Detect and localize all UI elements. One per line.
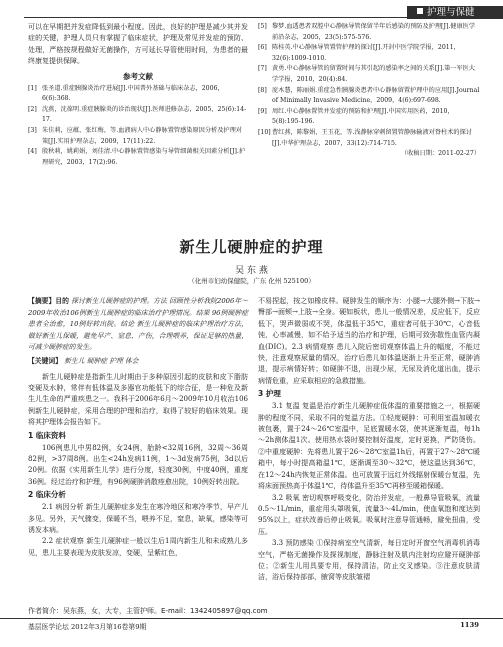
reference-item [258,64,480,85]
reference-number: [3] [28,127,37,134]
keywords-label: 【关键词】 [28,356,62,365]
reference-text: 朱佳莉，应蕴，张红梅，等.血液病人中心静脉置管感染原因分析及护理对策[J].实用护理杂志，2009，17(11):22. [42,127,242,145]
section-tag-label: 护理与保健 [427,7,475,18]
reference-item [258,128,480,149]
top-right-column [258,22,480,159]
reference-item [258,43,480,64]
reference-item [258,86,480,107]
top-left-column [28,22,248,168]
reference-text: 周红.中心静脉置管并发症的预防和护理[J].中国实用医药，2010，5(8):195-196. [272,107,454,126]
author-email: 作者简介：吴东燕，女，大专，主管护师。E-mail：1342405897@qq.com [28,607,268,615]
reference-number: [6] [258,44,267,52]
reference-number: [4] [28,148,37,156]
section-3-heading: 3 护理 [258,389,281,399]
section-1-text: 106例患儿中男82例，女24例，胎龄<32周16例，32周～36周82例，>37周8例。出生<24h发病11例，1～3d发病75例，3d以后20例。依据《实用新生儿学》进行分度，轻度30例，中度40例，重度36例。经过治疗和护理，有96例硬肿消散痊愈出院，10例好转出院。 [28,443,248,486]
bottom-left-column [28,296,248,559]
reference-text: 庞木慧，陈丽娟.重症急性胰腺炎患者中心静脉留置护理中的应用[J].Journal of Minimally Invasive Medicine，2009，4(6):697-698. [272,86,480,105]
reference-text: 沈燕，沈葆明.重症胰腺炎的诊治现状[J].医师进修杂志，2005，25(6):14-17. [42,105,247,124]
section-2-2-text: 2.2 症状观察 新生儿硬肿症一般以生后1周内新生儿和未成熟儿多见，患儿主要表现为皮肤发凉，变硬，呈紫红色， [28,537,248,557]
section-3-1-text: 3.1 复温 复温是治疗新生儿硬肿症低体温的重要措施之一，根据硬肿的程度不同，采取不同的复温方法。①轻度硬肿：可利用室温加暖衣被包裹，置于24～26℃室温中，足底置暖水袋，使其逐渐复温，每1h～2h测体温1次。使用热水袋时要控制好温度，定时更换，严防烫伤。②中重度硬肿：先将患儿置于26～28℃室温1h后，再置于27～28℃暖箱中，每小时提高箱温1℃，逐渐调至30～32℃，使这温达到36℃，在12～24h内恢复正常体温。也可放置于远红外线辐射保暖台复温，先将床面预热高于体温1℃，待体温升至35℃再移至暖箱保暖。 [258,402,480,491]
section-2-heading: 2 临床分析 [28,490,66,500]
reference-text: 黄勇.中心静脉导管的留置时间与其引起的感染率之间的关系[J].第一军医大学学报，2010，20(4):84. [272,65,476,83]
reference-text: 殷秋莉，姚莉娟，刘佳清.中心静脉置管感染与导管细菌相关因素分析[J].护理研究，2003，17(2):96. [42,148,246,166]
reference-number: [9] [258,107,267,115]
running-header [0,6,503,19]
abstract-text: 探讨新生儿硬肿症的护理。方法 回顾性分析我院2006年～2009年收治106例新生儿硬肿症的临床治疗护理情况。结果 96例硬肿症患者全治愈，10例好转出院。结论 新生儿硬肿症的临床护理治疗方法，做好新生儿保暖，避免早产、窒息、产伤，合理喂养，保证足够的热量，可减少硬肿症的发生。 [28,297,248,352]
reference-item [28,126,248,147]
page-number: 1139 [460,621,479,629]
reference-text: 张圣道.重症胰腺炎治疗进展[J].中国普外基础与临床杂志，2006，6(6):368. [42,84,224,103]
square-icon [417,8,423,14]
section-1-heading: 1 临床资料 [28,430,66,440]
references-list-left [28,84,248,169]
section-3-3-text: 3.3 预防感染 ①保持病室空气清新，每日定时开窗空气消毒机消毒空气，严格无菌操作及探视制度，静脉注射及肌内注射均应避开硬肿部位；②新生儿用具要专用，保持清洁，防止交叉感染。③注意皮肤清洁，浴后保持部部，腋窝等皮肤皱褶 [258,539,480,582]
journal-citation: 基层医学论坛 2012年3月第16卷第9期 [28,623,147,631]
reference-item [258,22,480,43]
keywords [28,356,248,368]
reference-item [28,84,248,105]
reference-number: [5] [258,23,267,30]
article-author: 吴 东 燕 [235,266,268,276]
reference-item [28,105,248,126]
reference-number: [10] [258,128,271,136]
received-date: （收稿日期：2011-02-27） [401,150,480,158]
references-heading: 参考文献 [123,71,153,81]
prev-article-text: 可以在早期把并发症降低到最小程度。因此，良好的护理是减少其并发症的关键，护理人员只有掌握了临床症状，护理及常见并发症的预防、处理，严格按规程做好无菌操作，方可延长导管使用时间，为患者的最终康复提供保障。 [28,23,248,66]
section-tag [407,6,503,19]
section-3-2-text: 3.2 吸氧 密切观察呼吸变化，防治并发症，一般鼻导管吸氧，流量0.5～1L/min，重症用头罩吸氧，流量3～4L/min，使血氧饱和度达到95%以上，症状改善后停止吸氧。吸氧时注意导管通畅，避免扭曲，受压。 [258,493,480,536]
reference-text: 黎梦.血透患者双腔中心静脉导管保留半年后感染的预防及护理[J].健康医学前沿杂志，2005，23(5):575-576. [272,23,476,41]
reference-item [258,107,480,128]
reference-item [28,147,248,168]
reference-number: [2] [28,105,37,113]
section-2-1-text: 2.1 病因分析 新生儿硬肿症多发生在寒冷地区和寒冷季节，早产儿多见。另外，天气骤变，保暖不当，喂养不足，窒息，缺氧，感染等可诱发本病。 [28,503,248,535]
references-list-right [258,22,480,149]
article-affiliation: （化州市妇幼保健院，广东 化州 525100） [188,277,315,285]
bottom-right-column [258,296,480,584]
right-text-1: 不易捏起，按之如橡皮样。硬肿发生的顺序为：小腿→大腿外侧→下肢→臀部→面颊→上肢→全身。硬如板状，患儿一般情况差，反应低下，反应低下，哭声微弱或不哭，体温低于35℃，重症者可低于30℃，心音低钝，心率减慢，如不给予适当的治疗和护理，后期可致弥散性血管内凝血(DIC)。2.3 病情观察 患儿入院后密切观察体温上升的幅度，不能过快，注意观察尿量的情况，治疗后患儿如体温逐渐上升至正常，硬肿消退，提示病情好转；如硬肿不退，出现少尿，无尿及消化道出血，提示病情危重，应采取相应的急救措施。 [258,297,480,385]
reference-number: [1] [28,84,37,92]
keywords-text: 新生儿 硬肿症 护理 体会 [64,356,139,365]
abstract [28,296,248,354]
article-title: 新生儿硬肿症的护理 [179,238,324,256]
abstract-label: 【摘要】目的 [28,297,70,305]
header-rule [24,17,443,18]
intro-paragraph: 新生儿硬肿症是指新生儿时期由于多种原因引起的皮肤和皮下脂肪变硬及水肿，常伴有低体温及多器官功能低下的综合征，是一种危及新生儿生命的严重疾患之一。我科于2006年6月～2009年10月收治106例新生儿硬肿症，采用合理的护理和治疗，取得了较好的临床效果。现将其护理体会报告如下。 [28,372,248,427]
page-footer [0,618,503,631]
reference-number: [7] [258,65,267,73]
reference-text: 曹红燕，陈黎娟，王玉花，等.浅静脉穿刺留置管静脉输液对脊柱术的探讨[J].中华护理杂志，2007，33(12):714-715. [272,128,472,147]
reference-text: 陈桂英.中心静脉导管置管护理的探讨[J].开封中医学院学报，2011，32(6):1009-1010. [272,44,460,62]
reference-number: [8] [258,86,267,94]
